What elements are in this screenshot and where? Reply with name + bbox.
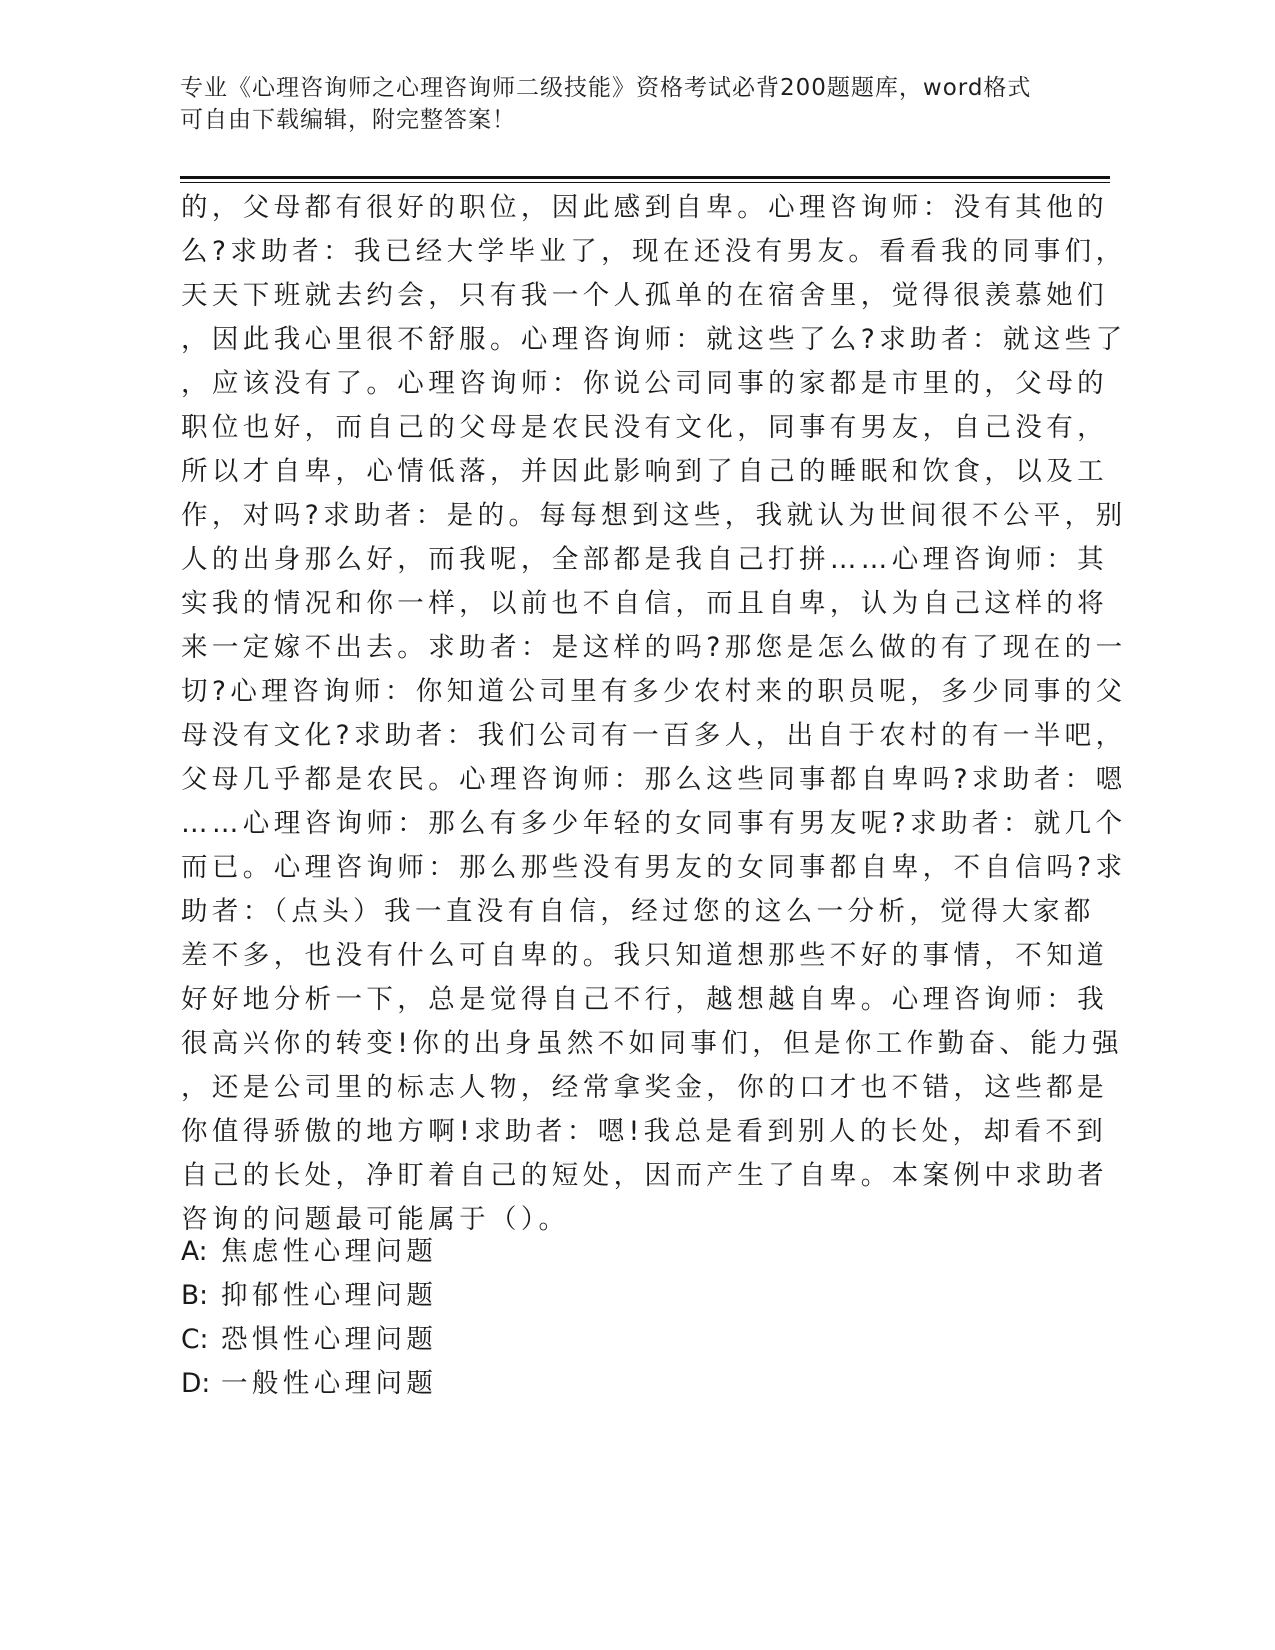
question-line: 来一定嫁不出去。求助者：是这样的吗?那您是怎么做的有了现在的一 <box>181 632 1127 663</box>
question-line: 么?求助者：我已经大学毕业了，现在还没有男友。看看我的同事们， <box>181 236 1127 267</box>
header-rule-thin <box>180 182 1110 183</box>
question-line: ，因此我心里很不舒服。心理咨询师：就这些了么?求助者：就这些了 <box>181 324 1127 355</box>
question-line: ，还是公司里的标志人物，经常拿奖金，你的口才也不错，这些都是 <box>181 1072 1108 1103</box>
option-text: 一般性心理问题 <box>221 1368 438 1399</box>
option-a[interactable] <box>181 1230 437 1274</box>
question-line: 母没有文化?求助者：我们公司有一百多人，出自于农村的有一半吧， <box>181 720 1127 751</box>
question-body <box>181 186 1127 1242</box>
option-d[interactable] <box>181 1362 437 1406</box>
option-letter: C: <box>181 1324 209 1355</box>
question-line: 咨询的问题最可能属于（）。 <box>181 1204 570 1235</box>
question-line: 你值得骄傲的地方啊!求助者：嗯!我总是看到别人的长处，却看不到 <box>181 1116 1108 1147</box>
question-line: 天天下班就去约会，只有我一个人孤单的在宿舍里，觉得很羡慕她们 <box>181 280 1108 311</box>
option-letter: A: <box>181 1236 208 1267</box>
option-b[interactable] <box>181 1274 437 1318</box>
question-line: 实我的情况和你一样，以前也不自信，而且自卑，认为自己这样的将 <box>181 588 1108 619</box>
question-line: 好好地分析一下，总是觉得自己不行，越想越自卑。心理咨询师：我 <box>181 984 1108 1015</box>
option-letter: D: <box>181 1368 211 1399</box>
question-line: 职位也好，而自己的父母是农民没有文化，同事有男友，自己没有， <box>181 412 1108 443</box>
question-line: 助者：（点头）我一直没有自信，经过您的这么一分析，觉得大家都 <box>181 896 1095 927</box>
header-line-2: 可自由下载编辑，附完整答案！ <box>180 107 516 133</box>
answer-options <box>181 1230 437 1406</box>
question-line: 作，对吗?求助者：是的。每每想到这些，我就认为世间很不公平，别 <box>181 500 1127 531</box>
question-line: 很高兴你的转变!你的出身虽然不如同事们，但是你工作勤奋、能力强 <box>181 1028 1124 1059</box>
question-line: 切?心理咨询师：你知道公司里有多少农村来的职员呢，多少同事的父 <box>181 676 1127 707</box>
page-header <box>180 72 1040 136</box>
option-text: 焦虑性心理问题 <box>221 1236 438 1267</box>
question-line: 父母几乎都是农民。心理咨询师：那么这些同事都自卑吗?求助者：嗯 <box>181 764 1127 795</box>
question-line: ……心理咨询师：那么有多少年轻的女同事有男友呢?求助者：就几个 <box>181 808 1127 839</box>
question-line: ，应该没有了。心理咨询师：你说公司同事的家都是市里的，父母的 <box>181 368 1108 399</box>
option-letter: B: <box>181 1280 209 1311</box>
question-line: 人的出身那么好，而我呢，全部都是我自己打拼……心理咨询师：其 <box>181 544 1108 575</box>
question-line: 自己的长处，净盯着自己的短处，因而产生了自卑。本案例中求助者 <box>181 1160 1108 1191</box>
header-rule-thick <box>180 176 1110 179</box>
header-line-1: 专业《心理咨询师之心理咨询师二级技能》资格考试必背200题题库，word格式 <box>180 75 1032 101</box>
option-text: 恐惧性心理问题 <box>221 1324 438 1355</box>
question-line: 所以才自卑，心情低落，并因此影响到了自己的睡眠和饮食，以及工 <box>181 456 1108 487</box>
option-c[interactable] <box>181 1318 437 1362</box>
option-text: 抑郁性心理问题 <box>221 1280 438 1311</box>
question-line: 的，父母都有很好的职位，因此感到自卑。心理咨询师：没有其他的 <box>181 192 1108 223</box>
question-line: 差不多，也没有什么可自卑的。我只知道想那些不好的事情，不知道 <box>181 940 1108 971</box>
question-line: 而已。心理咨询师：那么那些没有男友的女同事都自卑，不自信吗?求 <box>181 852 1127 883</box>
